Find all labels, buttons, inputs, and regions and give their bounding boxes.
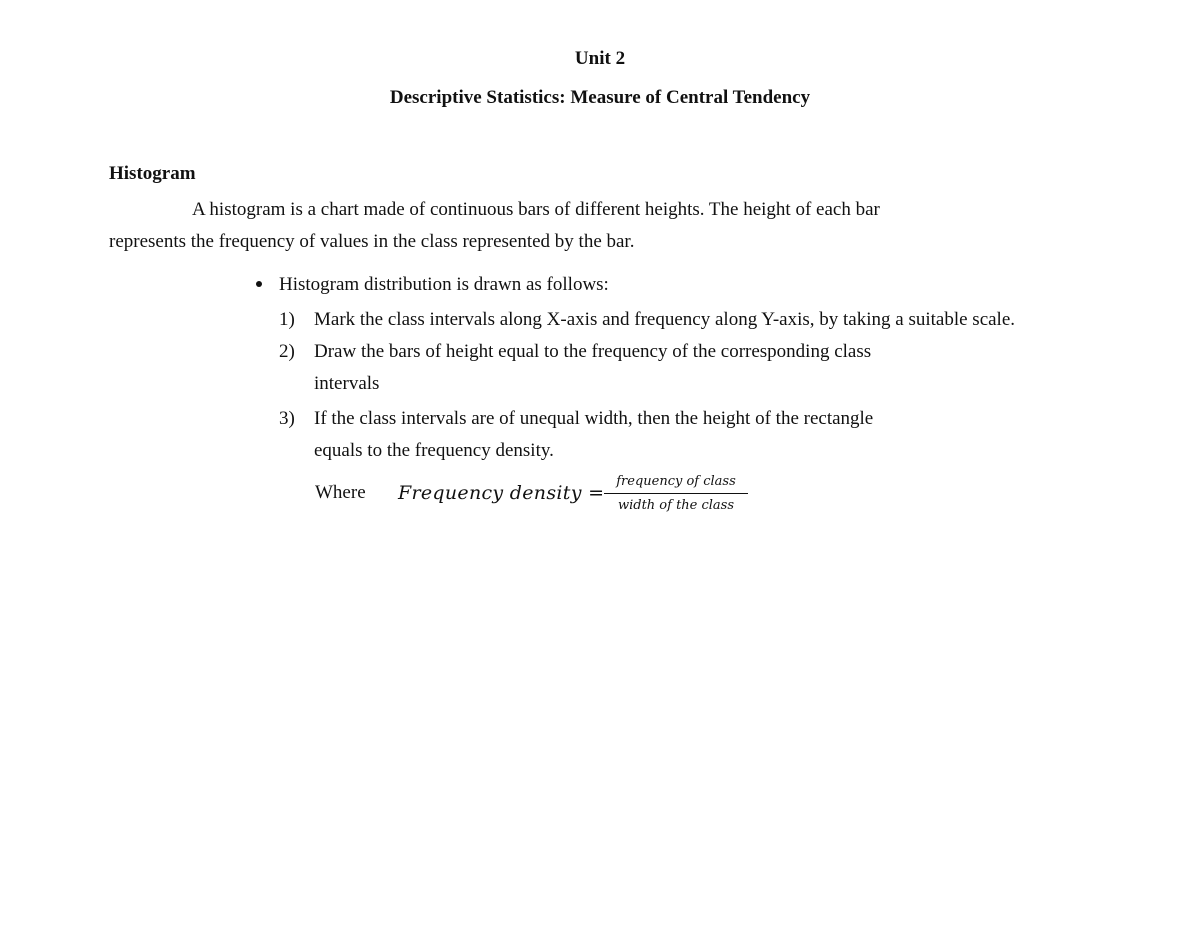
bullet-icon — [256, 281, 262, 287]
step-text: Draw the bars of height equal to the frequency of the corresponding class — [314, 341, 872, 362]
fraction-numerator: frequency of class — [616, 474, 736, 489]
unit-title: Unit 2 — [574, 48, 626, 69]
fraction-denominator: width of the class — [617, 498, 735, 513]
document-title: Descriptive Statistics: Measure of Central Tendency — [389, 87, 811, 108]
step-text: If the class intervals are of unequal width, then the height of the rectangle — [314, 408, 874, 429]
step-number: 2) — [279, 341, 295, 362]
step-number: 3) — [279, 408, 295, 429]
formula-where-label: Where — [315, 482, 366, 503]
formula-fraction — [604, 473, 748, 515]
step-text: Mark the class intervals along X-axis and frequency along Y-axis, by taking a suitable scale. — [314, 309, 1016, 330]
step-text-continuation: equals to the frequency density. — [314, 440, 554, 461]
step-text-continuation: intervals — [314, 373, 380, 394]
fraction-bar — [604, 493, 748, 494]
bullet-text: Histogram distribution is drawn as follows: — [279, 274, 609, 295]
paragraph-line-1: A histogram is a chart made of continuous bars of different heights. The height of each bar — [192, 199, 880, 220]
paragraph-line-2: represents the frequency of values in the class represented by the bar. — [109, 231, 635, 252]
step-number: 1) — [279, 309, 295, 330]
section-heading: Histogram — [109, 163, 196, 184]
formula-lhs: Frequency density = — [398, 482, 605, 504]
